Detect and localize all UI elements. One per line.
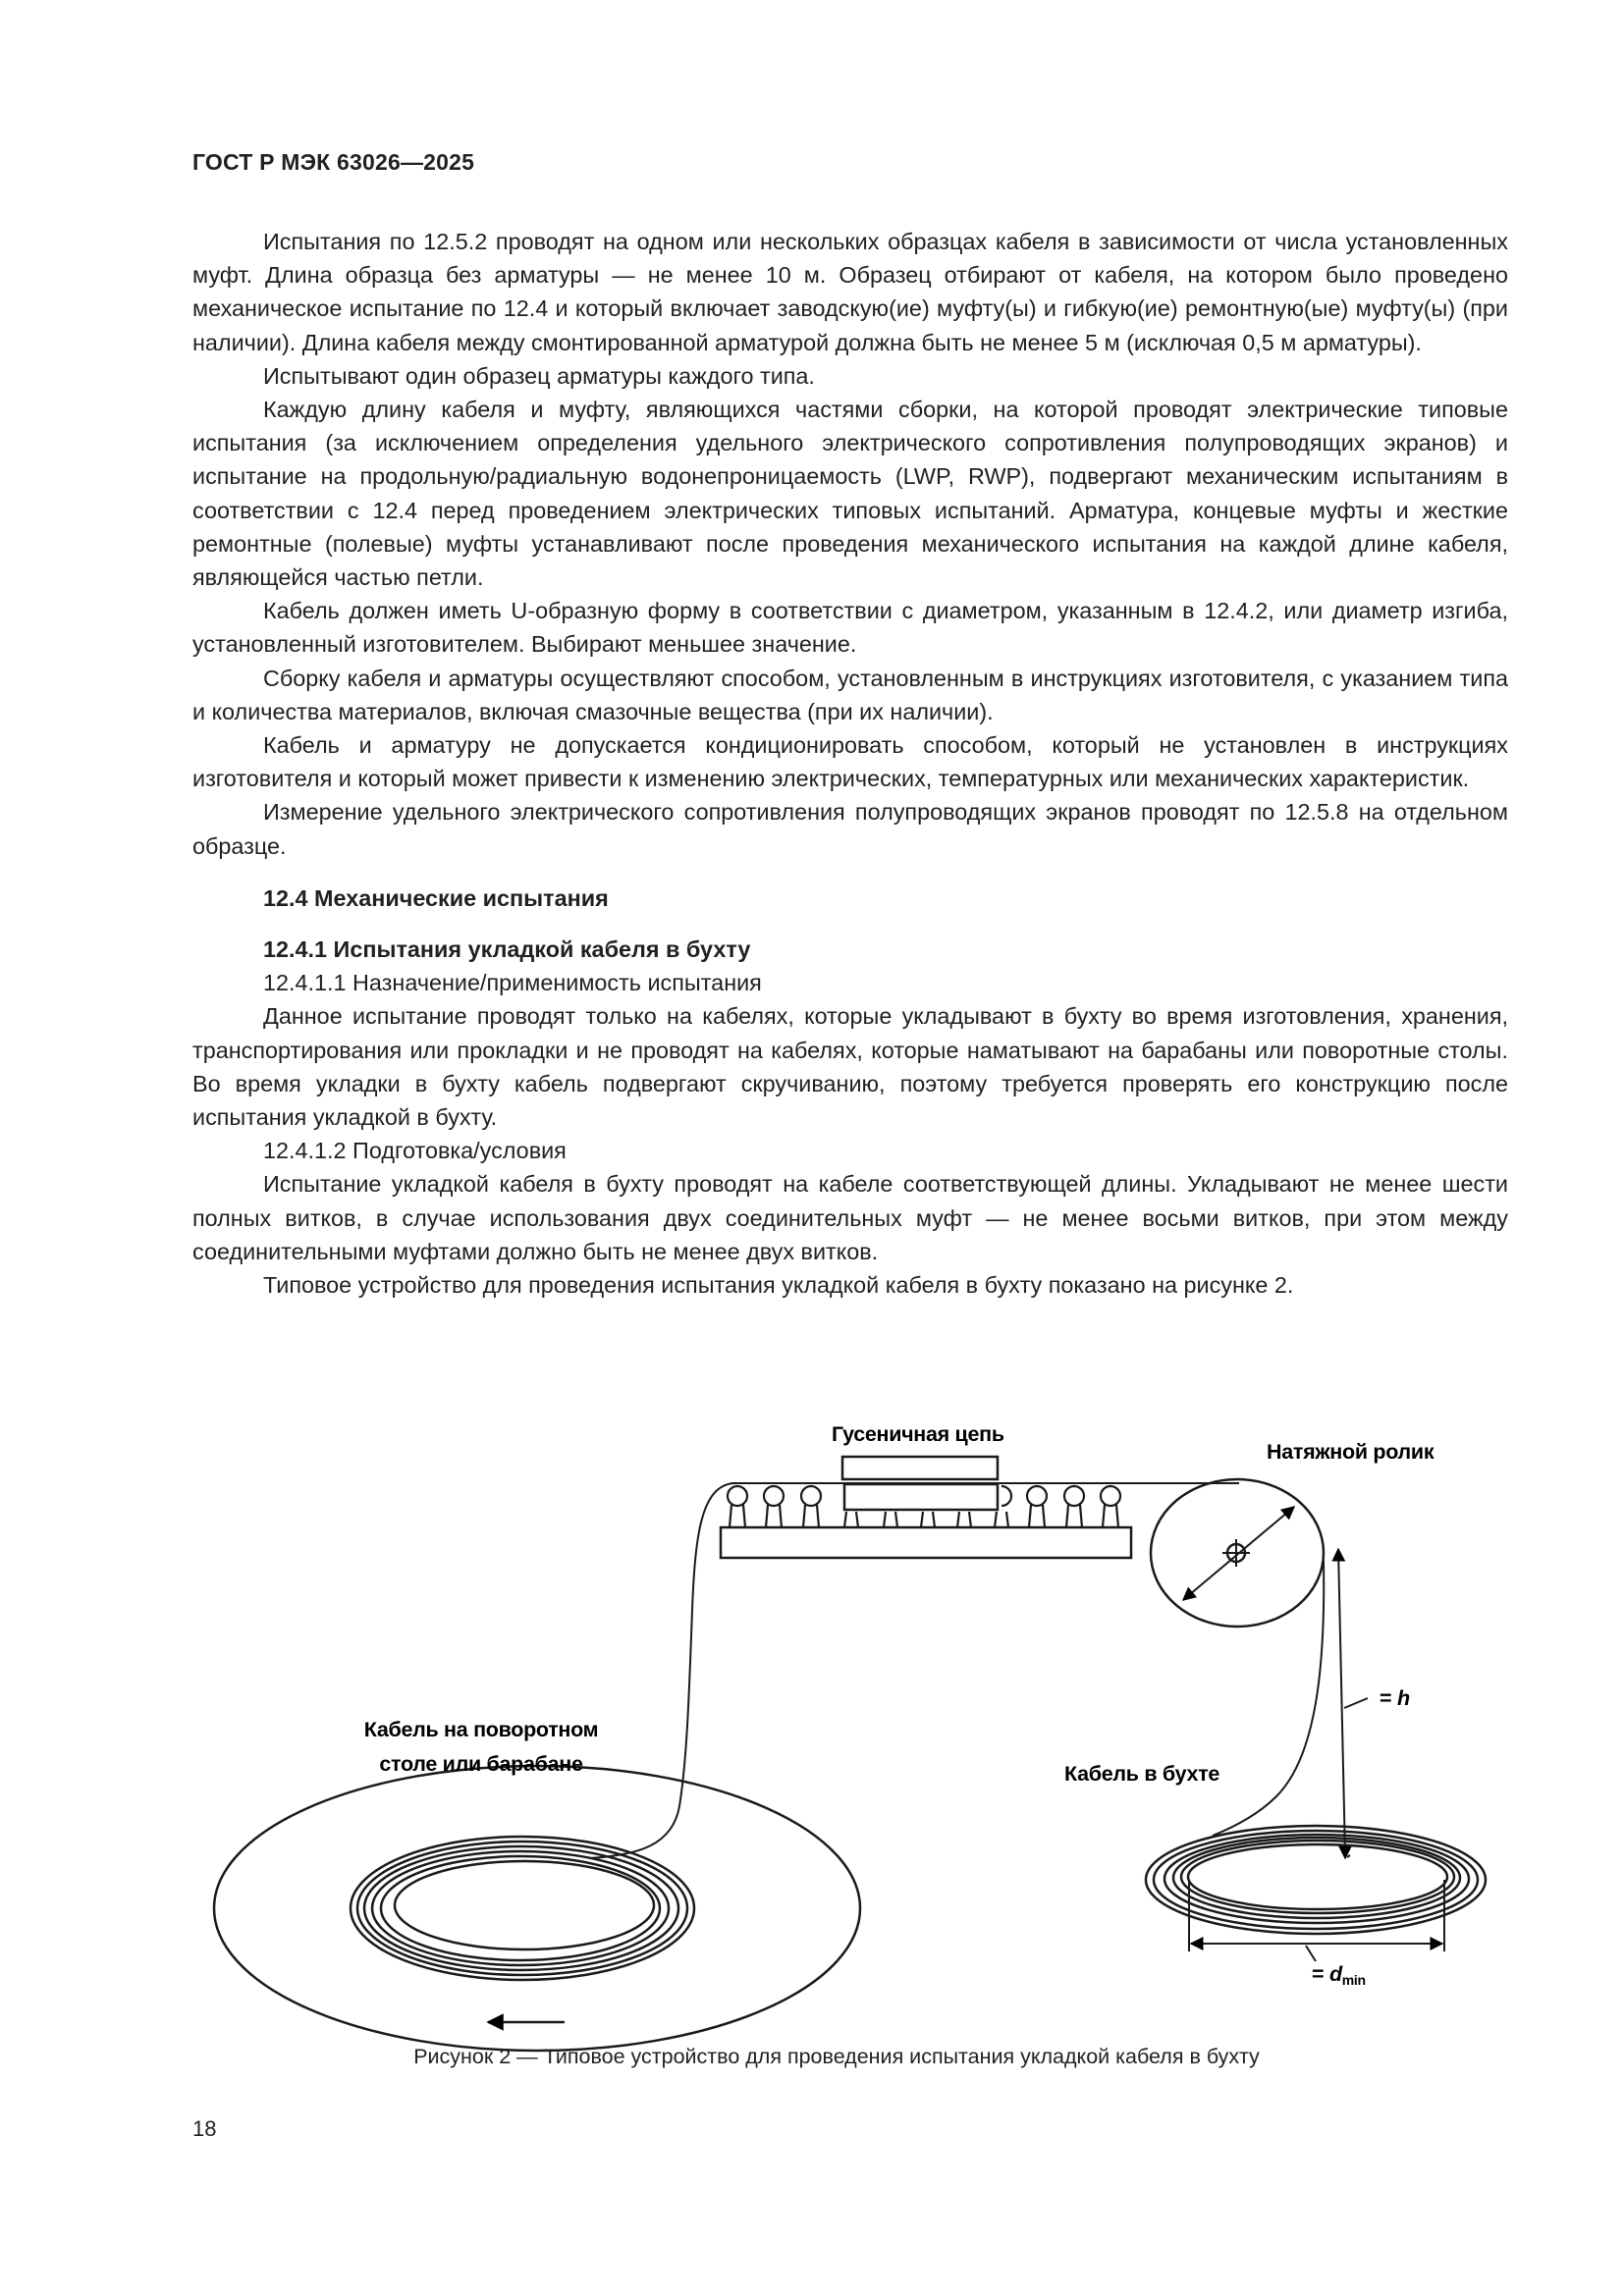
- figure-reference: Типовое устройство для проведения испытания укладкой кабеля в бухту показано на рисунке 2.: [263, 1272, 1294, 1299]
- paragraph: Испытания по 12.5.2 проводят на одном или нескольких образцах кабеля в зависимости от числа установленных муфт. Длина образца без арматуры — не менее 10 м. Образец отбирают от кабеля, на котором было проведено механическое испытание по 12.4 и который включает заводскую(ие) муфту(ы) и гибкую(ие) ремонтную(ые) муфту(ы) (при наличии). Длина кабеля между смонтированной арматурой должна быть не менее 5 м (исключая 0,5 м арматуры).: [192, 229, 1508, 355]
- paragraph: Испытание укладкой кабеля в бухту проводят на кабеле соответствующей длины. Укладывают не менее шести полных витков, в случае использования двух соединительных муфт — не менее восьми витков, при этом между соединительными муфтами должно быть не менее двух витков.: [192, 1171, 1508, 1264]
- section-heading: 12.4 Механические испытания: [263, 884, 609, 911]
- paragraph: Кабель и арматуру не допускается кондиционировать способом, который не установлен в инструкциях изготовителя и который может привести к изменению электрических, температурных или механических характеристик.: [192, 732, 1508, 792]
- page-number: 18: [192, 2116, 217, 2141]
- paragraph: Данное испытание проводят только на кабелях, которые укладывают в бухту во время изготовления, хранения, транспортирования или прокладки и не проводят на кабелях, которые наматывают на барабаны или поворотные столы. Во время укладки в бухту кабель подвергают скручиванию, поэтому требуется проверять его конструкцию после испытания укладкой в бухту.: [192, 1003, 1508, 1131]
- label-turntable-line2: столе или барабане: [379, 1752, 583, 1776]
- document-header: ГОСТ Р МЭК 63026—2025: [192, 149, 475, 175]
- figure-caption: Рисунок 2 — Типовое устройство для проведения испытания укладкой кабеля в бухту: [413, 2045, 1260, 2068]
- subsection-heading: 12.4.1 Испытания укладкой кабеля в бухту: [263, 936, 751, 963]
- label-coil: Кабель в бухте: [1064, 1762, 1220, 1786]
- h-symbol: h: [1396, 1686, 1410, 1710]
- d-symbol: d: [1328, 1962, 1342, 1986]
- label-turntable-line1: Кабель на поворотном: [363, 1718, 599, 1741]
- label-caterpillar: Гусеничная цепь: [832, 1422, 1004, 1446]
- d-subscript: min: [1341, 1972, 1366, 1988]
- paragraph: Каждую длину кабеля и муфту, являющихся частями сборки, на которой проводят электрические типовые испытания (за исключением определения удельного электрического сопротивления полупроводящих экранов) и испытание на продольную/радиальную водонепроницаемость (LWP, RWP), подвергают механическим испытаниям в соответствии с 12.4 перед проведением электрических типовых испытаний. Арматура, концевые муфты и жесткие ремонтные (полевые) муфты устанавливают после проведения механического испытания на каждой длине кабеля, являющейся частью петли.: [192, 397, 1508, 591]
- body-text: [192, 225, 1508, 1302]
- label-turntable: [349, 1713, 614, 1782]
- label-dmin: = $d_{min}$: [1312, 1962, 1366, 1988]
- cable-left: [589, 1483, 733, 1858]
- turntable: [214, 1766, 860, 2051]
- paragraph: Сборку кабеля и арматуры осуществляют способом, установленным в инструкциях изготовителя, с указанием типа и количества материалов, включая смазочные вещества (при их наличии).: [192, 665, 1508, 724]
- label-height: = h: [1380, 1686, 1410, 1710]
- paragraph: Измерение удельного электрического сопротивления полупроводящих экранов проводят по 12.5.8 на отдельном образце.: [192, 799, 1508, 859]
- caterpillar-unit: [721, 1457, 1131, 1558]
- clause-title: 12.4.1.1 Назначение/применимость испытания: [263, 970, 762, 996]
- clause-title: 12.4.1.2 Подготовка/условия: [263, 1138, 567, 1164]
- label-tension-roller: Натяжной ролик: [1267, 1440, 1435, 1464]
- paragraph: Кабель должен иметь U-образную форму в соответствии с диаметром, указанным в 12.4.2, или диаметр изгиба, установленный изготовителем. Выбирают меньшее значение.: [192, 598, 1508, 658]
- coil: [1146, 1826, 1486, 1961]
- paragraph: Испытывают один образец арматуры каждого типа.: [263, 362, 815, 389]
- tension-roller: [1151, 1479, 1324, 1627]
- height-arrow: [1338, 1549, 1345, 1855]
- cable-right: [1213, 1561, 1324, 1836]
